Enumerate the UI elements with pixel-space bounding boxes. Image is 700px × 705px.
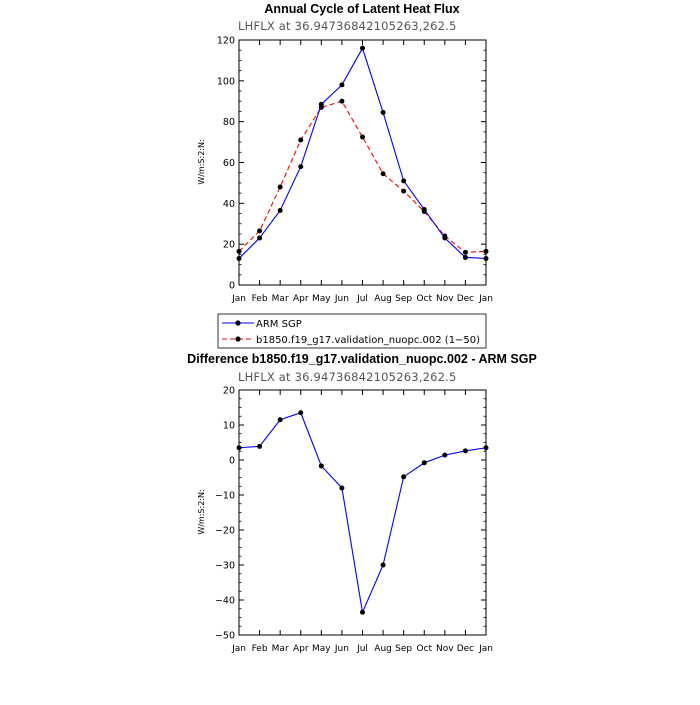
data-point [278,417,283,422]
data-point [319,102,324,107]
data-point [401,178,406,183]
x-tick-label: Jan [479,294,493,304]
legend-label-model: b1850.f19_g17.validation_nuopc.002 (1−50) [256,335,481,346]
data-point [381,563,386,568]
y-tick-label: 80 [222,117,235,129]
data-point [257,228,262,233]
x-tick-label: Mar [271,294,289,304]
x-tick-label: Jan [232,294,246,304]
data-point [381,110,386,115]
y-tick-label: 20 [222,239,235,251]
y-tick-label: 120 [216,35,235,47]
x-tick-label: Aug [374,644,392,654]
x-tick-label: Feb [251,294,268,304]
data-point [463,255,468,260]
series-layer [237,46,489,261]
x-tick-label: Mar [271,644,289,654]
legend-entry-model [222,335,480,346]
data-point [442,453,447,458]
data-point [463,250,468,255]
x-tick-label: Feb [251,644,268,654]
y-axis-label: W/m:S:2:N: [197,489,206,535]
x-tick-label: Jan [232,644,246,654]
data-point [401,474,406,479]
x-tick-label: May [312,644,331,654]
legend-marker-arm-sgp [235,320,240,325]
y-tick-label: 100 [216,76,235,88]
y-tick-label: 20 [222,385,235,397]
data-point [298,164,303,169]
y-tick-label: 60 [222,158,235,169]
data-point [237,445,242,450]
legend [218,314,486,348]
series-layer [237,410,489,615]
chart-title: Difference b1850.f19_g17.validation_nuopc.002 - ARM SGP [187,352,537,366]
x-tick-label: Jun [334,294,349,304]
x-tick-label: Apr [292,294,309,304]
data-point [298,410,303,415]
data-point [360,134,365,139]
plot-frame [239,40,486,285]
x-tick-label: Jan [479,644,493,654]
data-point [422,207,427,212]
plot-frame [239,390,486,635]
y-tick-label: −10 [214,490,235,502]
x-tick-label: Jun [334,644,349,654]
data-point [442,236,447,241]
data-point [360,46,365,51]
data-point [484,256,489,261]
data-point [463,448,468,453]
x-tick-label: Nov [436,644,454,654]
data-point [257,444,262,449]
series-1 [237,99,489,255]
data-point [237,249,242,254]
y-tick-label: 0 [228,280,235,292]
data-point [319,463,324,468]
data-point [484,445,489,450]
y-tick-label: 40 [222,198,235,210]
x-tick-label: Nov [436,294,454,304]
chart-title: Annual Cycle of Latent Heat Flux [264,2,460,16]
data-point [381,171,386,176]
latent-heat-flux-chart [197,2,493,304]
y-axis-label: W/m:S:2:N: [197,139,206,185]
x-tick-label: Apr [292,644,309,654]
x-tick-label: Aug [374,294,392,304]
data-point [257,236,262,241]
x-tick-label: Dec [456,294,475,304]
data-point [278,185,283,190]
data-point [237,256,242,261]
chart-subtitle: LHFLX at 36.94736842105263,262.5 [238,370,457,384]
data-point [278,208,283,213]
x-tick-label: Oct [416,644,433,654]
data-point [339,486,344,491]
series-line [239,48,486,258]
series-line [239,413,486,613]
x-tick-label: Jul [357,294,368,304]
x-tick-label: Sep [395,294,413,304]
data-point [298,138,303,143]
axes [217,36,493,305]
series-line [239,101,486,252]
data-point [401,189,406,194]
axes [215,386,493,655]
y-tick-label: 0 [228,455,235,467]
y-tick-label: −40 [214,595,235,607]
y-tick-label: −20 [214,525,235,537]
legend-marker-model [235,336,240,341]
data-point [339,99,344,104]
data-point [360,610,365,615]
x-tick-label: Jul [357,644,368,654]
x-tick-label: Oct [416,294,433,304]
data-point [339,82,344,87]
y-tick-label: −50 [214,630,235,642]
difference-chart [187,352,537,654]
y-tick-label: −30 [214,560,235,572]
series-0 [237,410,489,615]
legend-entry-arm-sgp [222,319,302,330]
x-tick-label: Sep [395,644,413,654]
x-tick-label: May [312,294,331,304]
data-point [484,249,489,254]
y-tick-label: 10 [222,420,235,432]
data-point [422,460,427,465]
x-tick-label: Dec [456,644,475,654]
series-0 [237,46,489,261]
chart-subtitle: LHFLX at 36.94736842105263,262.5 [238,19,457,33]
legend-label-arm-sgp: ARM SGP [256,319,302,330]
